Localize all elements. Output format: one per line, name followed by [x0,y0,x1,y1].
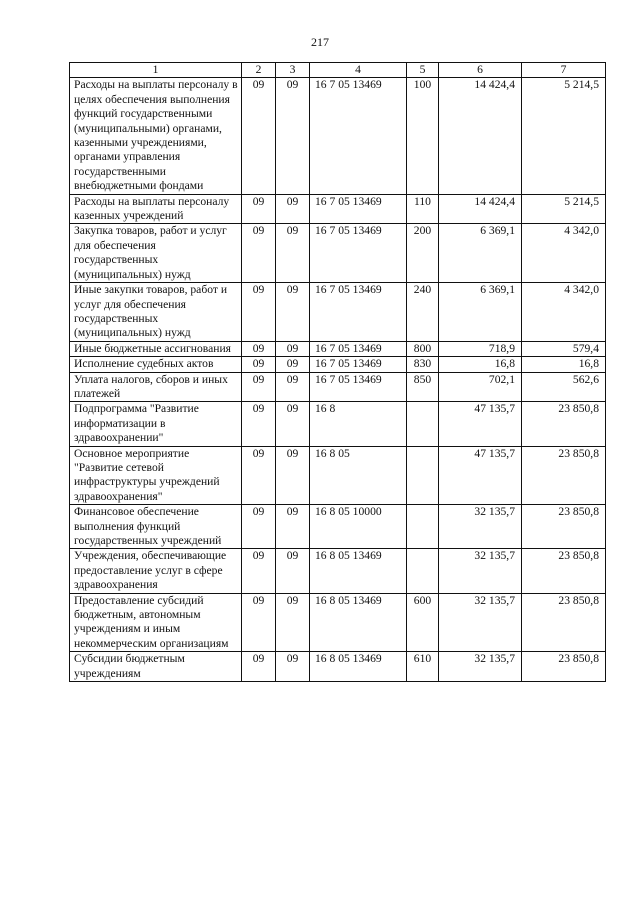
row-description: Подпрограмма "Развитие информатизации в здравоохранении" [70,402,242,446]
row-description: Уплата налогов, сборов и иных платежей [70,372,242,402]
row-subsection: 09 [276,78,310,194]
table-row [70,78,606,194]
row-target-article: 16 7 05 13469 [310,357,407,372]
row-section: 09 [242,505,276,549]
table-row [70,194,606,224]
table-row [70,402,606,446]
row-amount-col6: 14 424,4 [439,194,522,224]
row-target-article: 16 8 05 13469 [310,549,407,593]
row-amount-col6: 6 369,1 [439,283,522,342]
row-target-article: 16 8 [310,402,407,446]
column-header: 4 [310,63,407,78]
row-expense-type: 610 [407,652,439,682]
table-row [70,283,606,342]
row-section: 09 [242,194,276,224]
row-amount-col7: 579,4 [522,341,606,356]
row-expense-type [407,402,439,446]
row-amount-col7: 5 214,5 [522,194,606,224]
row-description: Исполнение судебных актов [70,357,242,372]
row-amount-col6: 16,8 [439,357,522,372]
row-description: Расходы на выплаты персоналу в целях обеспечения выполнения функций государственными (муниципальными) органами, казенными учреждениями, органами управления государственными внебюджетными фондами [70,78,242,194]
row-section: 09 [242,357,276,372]
row-target-article: 16 7 05 13469 [310,283,407,342]
row-amount-col6: 702,1 [439,372,522,402]
row-target-article: 16 7 05 13469 [310,194,407,224]
row-amount-col7: 23 850,8 [522,505,606,549]
row-subsection: 09 [276,357,310,372]
row-amount-col7: 23 850,8 [522,652,606,682]
table-row [70,593,606,652]
column-header: 5 [407,63,439,78]
row-expense-type [407,549,439,593]
row-description: Расходы на выплаты персоналу казенных учреждений [70,194,242,224]
row-amount-col6: 14 424,4 [439,78,522,194]
row-section: 09 [242,283,276,342]
table-row [70,505,606,549]
row-amount-col6: 32 135,7 [439,505,522,549]
row-amount-col6: 32 135,7 [439,652,522,682]
row-expense-type: 240 [407,283,439,342]
budget-table [69,62,606,682]
row-amount-col6: 718,9 [439,341,522,356]
row-expense-type: 600 [407,593,439,652]
row-expense-type: 200 [407,224,439,283]
row-amount-col7: 23 850,8 [522,593,606,652]
row-amount-col6: 6 369,1 [439,224,522,283]
column-header: 1 [70,63,242,78]
row-expense-type: 110 [407,194,439,224]
row-subsection: 09 [276,505,310,549]
row-amount-col7: 23 850,8 [522,402,606,446]
table-row [70,446,606,505]
row-amount-col7: 4 342,0 [522,283,606,342]
row-section: 09 [242,78,276,194]
row-description: Учреждения, обеспечивающие предоставление услуг в сфере здравоохранения [70,549,242,593]
row-amount-col7: 23 850,8 [522,549,606,593]
row-description: Основное мероприятие "Развитие сетевой инфраструктуры учреждений здравоохранения" [70,446,242,505]
row-section: 09 [242,402,276,446]
row-section: 09 [242,652,276,682]
row-expense-type: 830 [407,357,439,372]
table-row [70,341,606,356]
row-section: 09 [242,341,276,356]
row-expense-type: 800 [407,341,439,356]
row-target-article: 16 8 05 10000 [310,505,407,549]
column-header: 7 [522,63,606,78]
table-row [70,549,606,593]
row-expense-type: 850 [407,372,439,402]
column-header: 6 [439,63,522,78]
row-amount-col7: 16,8 [522,357,606,372]
row-subsection: 09 [276,194,310,224]
row-description: Финансовое обеспечение выполнения функций государственных учреждений [70,505,242,549]
row-section: 09 [242,446,276,505]
row-target-article: 16 7 05 13469 [310,372,407,402]
row-expense-type [407,446,439,505]
table-row [70,224,606,283]
row-amount-col7: 5 214,5 [522,78,606,194]
row-subsection: 09 [276,652,310,682]
row-subsection: 09 [276,549,310,593]
row-amount-col7: 562,6 [522,372,606,402]
page-number: 217 [311,35,329,49]
row-section: 09 [242,224,276,283]
row-subsection: 09 [276,593,310,652]
row-description: Субсидии бюджетным учреждениям [70,652,242,682]
column-header: 3 [276,63,310,78]
row-amount-col6: 47 135,7 [439,402,522,446]
row-description: Закупка товаров, работ и услуг для обеспечения государственных (муниципальных) нужд [70,224,242,283]
row-description: Иные закупки товаров, работ и услуг для обеспечения государственных (муниципальных) нужд [70,283,242,342]
row-expense-type [407,505,439,549]
row-amount-col6: 32 135,7 [439,549,522,593]
row-amount-col7: 23 850,8 [522,446,606,505]
row-target-article: 16 8 05 13469 [310,652,407,682]
row-amount-col6: 47 135,7 [439,446,522,505]
row-target-article: 16 8 05 13469 [310,593,407,652]
row-target-article: 16 8 05 [310,446,407,505]
row-description: Предоставление субсидий бюджетным, автономным учреждениям и иным некоммерческим организациям [70,593,242,652]
table-row [70,652,606,682]
row-target-article: 16 7 05 13469 [310,224,407,283]
table-header-row [70,63,606,78]
row-amount-col6: 32 135,7 [439,593,522,652]
row-subsection: 09 [276,283,310,342]
column-header: 2 [242,63,276,78]
row-section: 09 [242,549,276,593]
row-subsection: 09 [276,341,310,356]
row-amount-col7: 4 342,0 [522,224,606,283]
row-subsection: 09 [276,402,310,446]
row-subsection: 09 [276,372,310,402]
table-row [70,357,606,372]
row-subsection: 09 [276,224,310,283]
row-target-article: 16 7 05 13469 [310,341,407,356]
row-subsection: 09 [276,446,310,505]
row-section: 09 [242,593,276,652]
table-row [70,372,606,402]
row-section: 09 [242,372,276,402]
row-target-article: 16 7 05 13469 [310,78,407,194]
row-description: Иные бюджетные ассигнования [70,341,242,356]
row-expense-type: 100 [407,78,439,194]
